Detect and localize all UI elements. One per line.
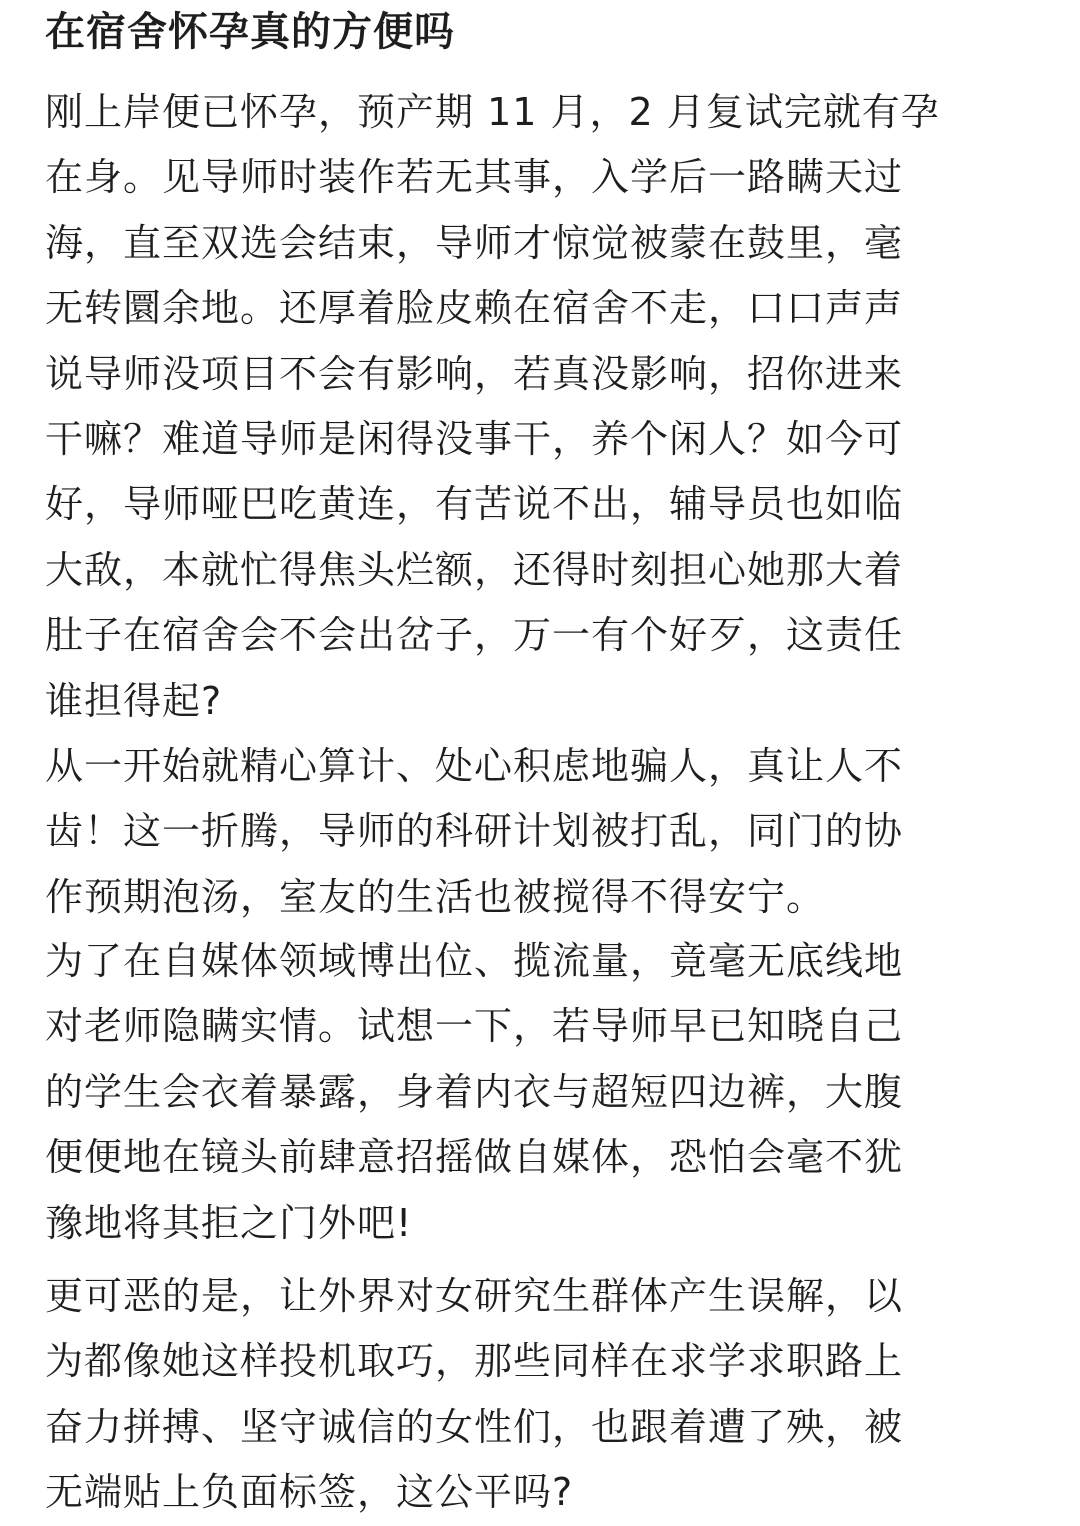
paragraph-line: 对老师隐瞒实情。试想一下，若导师早已知晓自己 xyxy=(45,1004,904,1049)
paragraph-line: 刚上岸便已怀孕，预产期 11 月，2 月复试完就有孕 xyxy=(45,90,940,134)
paragraph-line: 好，导师哑巴吃黄连，有苦说不出，辅导员也如临 xyxy=(45,482,904,527)
paragraph-line: 便便地在镜头前肆意招摇做自媒体，恐怕会毫不犹 xyxy=(45,1135,904,1180)
article-title: 在宿舍怀孕真的方便吗 xyxy=(45,9,455,55)
paragraph-line: 在身。见导师时装作若无其事，入学后一路瞒天过 xyxy=(45,155,904,200)
paragraph-line: 说导师没项目不会有影响，若真没影响，招你进来 xyxy=(45,351,904,396)
paragraph-line: 豫地将其拒之门外吧! xyxy=(45,1200,413,1245)
paragraph-line: 肚子在宿舍会不会出岔子，万一有个好歹，这责任 xyxy=(45,613,904,658)
paragraph-line: 的学生会衣着暴露，身着内衣与超短四边裤，大腹 xyxy=(45,1069,904,1114)
paragraph-line: 大敌，本就忙得焦头烂额，还得时刻担心她那大着 xyxy=(45,547,904,592)
paragraph-3 xyxy=(45,1264,1045,1526)
paragraph-line: 作预期泡汤，室友的生活也被搅得不得安宁。 xyxy=(45,874,826,919)
paragraph-line: 谁担得起? xyxy=(45,678,223,723)
paragraph-line: 干嘛？难道导师是闲得没事干，养个闲人？如今可 xyxy=(45,416,904,461)
paragraph-line: 海，直至双选会结束，导师才惊觉被蒙在鼓里，毫 xyxy=(45,220,904,265)
paragraph-line: 齿！这一折腾，导师的科研计划被打乱，同门的协 xyxy=(45,809,904,854)
paragraph-line: 从一开始就精心算计、处心积虑地骗人，真让人不 xyxy=(45,743,904,788)
paragraph-1 xyxy=(45,80,1045,930)
paragraph-line: 奋力拼搏、坚守诚信的女性们，也跟着遭了殃，被 xyxy=(45,1404,904,1449)
paragraph-2 xyxy=(45,929,1045,1256)
paragraph-line: 无端贴上负面标签，这公平吗? xyxy=(45,1470,574,1515)
paragraph-line: 为了在自媒体领域博出位、揽流量，竟毫无底线地 xyxy=(45,939,904,983)
paragraph-line: 无转圜余地。还厚着脸皮赖在宿舍不走，口口声声 xyxy=(45,286,904,331)
paragraph-line: 为都像她这样投机取巧，那些同样在求学求职路上 xyxy=(45,1339,904,1384)
paragraph-line: 更可恶的是，让外界对女研究生群体产生误解，以 xyxy=(45,1274,904,1318)
